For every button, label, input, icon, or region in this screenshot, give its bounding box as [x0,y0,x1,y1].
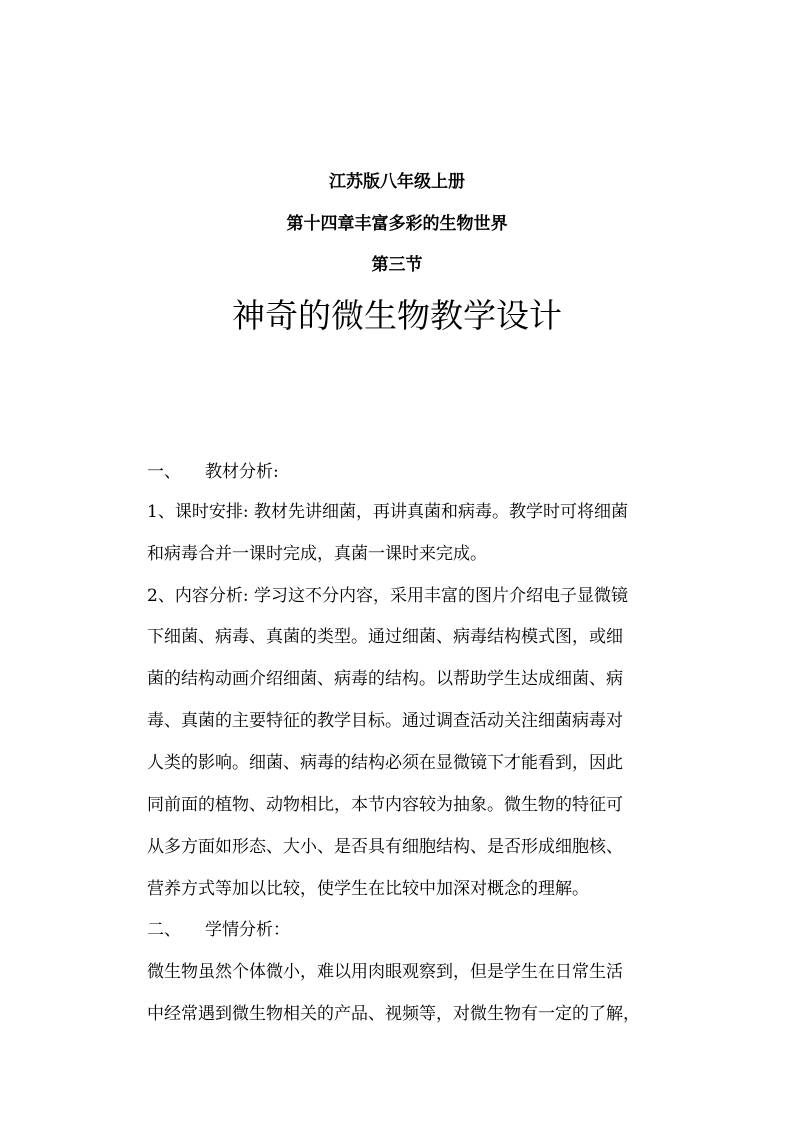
edition-heading: 江苏版八年级上册 [329,172,465,192]
paragraph-line: 毒、真菌的主要特征的教学目标。通过调查活动关注细菌病毒对 [147,711,623,731]
paragraph-line: 同前面的植物、动物相比，本节内容较为抽象。微生物的特征可 [147,795,623,815]
paragraph-line: 和病毒合并一课时完成，真菌一课时来完成。 [147,544,487,564]
chapter-heading: 第十四章丰富多彩的生物世界 [286,214,508,234]
document-title: 神奇的微生物教学设计 [232,296,562,335]
section-heading: 第三节 [371,255,423,275]
paragraph-line: 从多方面如形态、大小、是否具有细胞结构、是否形成细胞核、 [147,837,623,857]
paragraph-line: 菌的结构动画介绍细菌、病毒的结构。以帮助学生达成细菌、病 [147,669,623,689]
section-1-title: 教材分析: [205,462,279,482]
section-2-number: 二、 [147,920,181,940]
paragraph-line: 1、课时安排: 教材先讲细菌，再讲真菌和病毒。教学时可将细菌 [147,502,628,522]
section-1-heading [147,461,677,483]
paragraph-line: 2、内容分析: 学习这不分内容，采用丰富的图片介绍电子显微镜 [147,586,628,606]
paragraph-line: 微生物虽然个体微小，难以用肉眼观察到，但是学生在日常生活 [147,962,623,982]
section-2-title: 学情分析： [205,920,290,940]
paragraph-line: 营养方式等加以比较，使学生在比较中加深对概念的理解。 [147,879,589,899]
paragraph-line: 下细菌、病毒、真菌的类型。通过细菌、病毒结构模式图，或细 [147,627,623,647]
paragraph-line: 人类的影响。细菌、病毒的结构必须在显微镜下才能看到，因此 [147,753,623,773]
section-1-number: 一、 [147,462,181,482]
paragraph-line: 中经常遇到微生物相关的产品、视频等，对微生物有一定的了解， [147,1004,640,1024]
section-2-heading [147,919,677,941]
